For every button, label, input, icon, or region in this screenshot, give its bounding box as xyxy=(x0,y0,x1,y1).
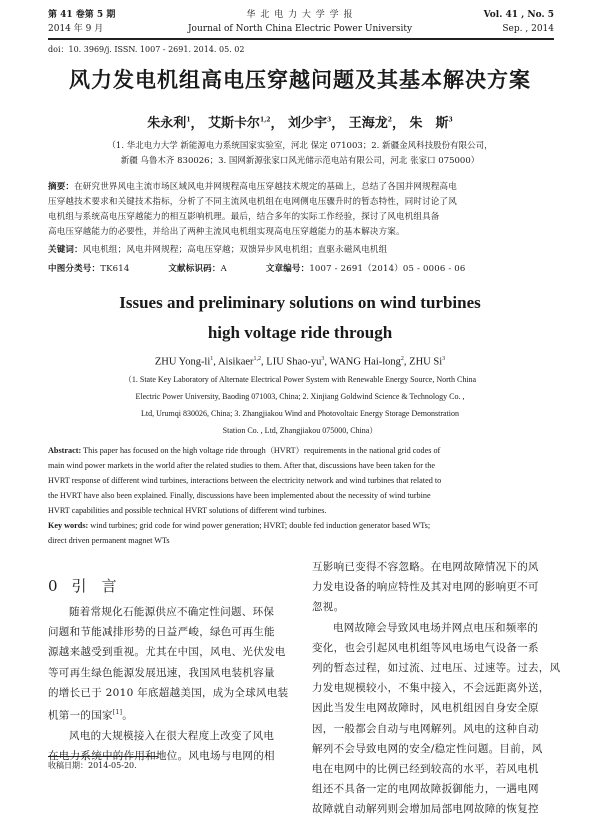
right-column xyxy=(312,557,562,820)
right-line: 力发电设备的响应特性及其对电网的影响更不可 xyxy=(312,581,539,594)
right-line: 电在电网中的比例已经到较高的水平，若风电机 xyxy=(312,763,539,776)
abstract-cn: 摘要：在研究世界风电主流市场区域风电并网规程高电压穿越技术规定的基础上，总结了各国并网规程高电 压穿越技术要求和关键技术指标，分析了不同主流风电机组在电网侧电压骤升时的暂态特性，同时讨论了风 电机组与系统高电压穿越能力的相互影响机理。最后，结合多年的实际工作经验，探讨了风电机组具备 高电压穿越能力的必要性，并给出了两种主流风电机组实现高电压穿越能力的基本解决方案。 xyxy=(48,182,457,237)
author-cn-5: 朱 斯$^3$ xyxy=(409,116,453,132)
right-line: 互影响已变得不容忽略。在电网故障情况下的风 xyxy=(312,561,539,573)
affiliation-en-line4: Station Co. , Ltd, Zhangjiakou 075000, China） xyxy=(222,426,378,435)
section-heading: 0 引 言 xyxy=(48,577,117,595)
authors-cn: 朱永利$^1$， 艾斯卡尔$^{1,2}$， 刘少宇$^3$， 王海龙$^2$， 朱 斯$^3$ xyxy=(147,116,453,132)
abstract-en-label: Abstract: xyxy=(48,446,82,455)
affiliation-en-line2: Electric Power University, Baoding 071003, China; 2. Xinjiang Goldwind Science & Technology Co. , xyxy=(135,392,465,401)
right-line: 电网故障会导致风电场并网点电压和频率的 xyxy=(333,621,539,634)
date-right: Sep. , 2014 xyxy=(502,24,554,34)
author-cn-1: 朱永利$^1$ xyxy=(147,116,191,132)
journal-cn: 华 北 电 力 大 学 学 报 xyxy=(246,10,354,20)
left-line: 在电力系统中的作用和地位。风电场与电网的相 xyxy=(48,749,275,762)
doi: doi：10. 3969/j. ISSN. 1007 - 2691. 2014. 05. 02 xyxy=(48,45,245,54)
right-line: 忽视。 xyxy=(312,601,345,614)
right-line: 因，一般都会自动与电网解列。风电的这种自动 xyxy=(312,722,539,735)
keywords-en: Key words: wind turbines; grid code for wind power generation; HVRT; double fed induction generator based WTs; direct driven permanent magnet WTs xyxy=(48,521,431,545)
right-line: 组还不具备一定的电网故障扳御能力，一遇电网 xyxy=(312,783,539,796)
citation: [1] xyxy=(112,709,123,717)
footnote: 收稿日期：2014-05-20. xyxy=(48,761,137,770)
volume-left: 第 41 卷第 5 期 xyxy=(48,10,116,20)
right-line: 力发电规模较小，不集中接入，不会远距离外送， xyxy=(312,682,550,695)
affiliation-en-line1: （1. State Key Laboratory of Alternate Electrical Power System with Renewable Energy Source, North China xyxy=(123,375,477,384)
date-left: 2014 年 9 月 xyxy=(48,24,104,34)
left-line: 问题和节能减排形势的日益严峻，绿色可再生能 xyxy=(48,626,275,639)
left-line: 风电的大规模接入在很大程度上改变了风电 xyxy=(69,729,275,742)
left-line: 源越来越受到重视。尤其在中国，风电、光伏发电 xyxy=(48,646,286,659)
author-cn-4: 王海龙$^2$ xyxy=(348,116,392,132)
right-line: 变化，也会引起风电机组等风电场电气设备一系 xyxy=(312,641,539,654)
volume-right: Vol. 41 , No. 5 xyxy=(483,10,554,20)
title-en-line2: high voltage ride through xyxy=(207,323,393,342)
abstract-cn-label: 摘要： xyxy=(48,182,75,192)
title-cn: 风力发电机组高电压穿越问题及其基本解决方案 xyxy=(69,67,531,92)
left-line: 随着常规化石能源供应不确定性问题、环保 xyxy=(69,606,275,618)
classification: 中图分类号：TK614 文献标识码：A 文章编号：1007 - 2691（2014）05 - 0006 - 06 xyxy=(48,264,466,274)
journal-en: Journal of North China Electric Power University xyxy=(187,24,413,34)
left-line: 等可再生绿色能源发展迅速，我国风电装机容量 xyxy=(48,666,275,679)
header-rule xyxy=(48,38,554,40)
left-line: 机第一的国家[1]。 xyxy=(48,709,134,722)
author-cn-2: 艾斯卡尔$^{1,2}$ xyxy=(208,116,271,132)
affiliation-cn-line2: 新疆 乌鲁木齐 830026；3. 国网新源张家口风光储示范电站有限公司，河北 张家口 075000） xyxy=(120,156,480,166)
right-line: 因此当发生电网故障时，风电机组因自身安全原 xyxy=(312,702,539,715)
abstract-en: Abstract: This paper has focused on the high voltage ride through（HVRT）requirements in the national grid codes of main wind power markets in the world after the related studies to them. After that, discussions have been taken for the HVRT response of different wind turbines, interactions between the electricity network and wind turbines that related to the HVRT have also been explained. Finally, discussions have been implemented about the necessity of wind turbine HVRT capabilities and possible technical HVRT solutions of different wind turbines. xyxy=(48,446,442,515)
author-cn-3: 刘少宇$^3$ xyxy=(288,116,332,132)
affiliation-cn-line1: （1. 华北电力大学 新能源电力系统国家实验室，河北 保定 071003；2. 新疆金风科技股份有限公司， xyxy=(107,141,493,151)
right-line: 故障就自动解列则会增加局部电网故障的恢复控 xyxy=(312,803,539,816)
keywords-cn: 关键词：风电机组；风电并网规程；高电压穿越；双馈异步风电机组；直驱永磁风电机组 xyxy=(48,245,388,255)
left-column xyxy=(48,602,298,766)
footnote-rule xyxy=(48,756,158,757)
right-line: 列的暂态过程，如过流、过电压、过速等。过去，风 xyxy=(312,662,561,675)
affiliation-en-line3: Ltd, Urumqi 830026, China; 3. Zhangjiakou Wind and Photovoltaic Energy Storage Demonstration xyxy=(140,409,459,418)
right-line: 解列不会导致电网的安全/稳定性问题。目前，风 xyxy=(312,742,543,755)
authors-en: ZHU Yong-$li^1$, Aisikaer$^{1,2}$, LIU Shao-$yu^3$, WANG Hai-long$^2$, ZHU Si$^3$ xyxy=(154,356,446,368)
left-line: 的增长已于 2010 年底超越美国，成为全球风电装 xyxy=(48,686,289,699)
title-en-line1: Issues and preliminary solutions on wind turbines xyxy=(119,293,481,312)
